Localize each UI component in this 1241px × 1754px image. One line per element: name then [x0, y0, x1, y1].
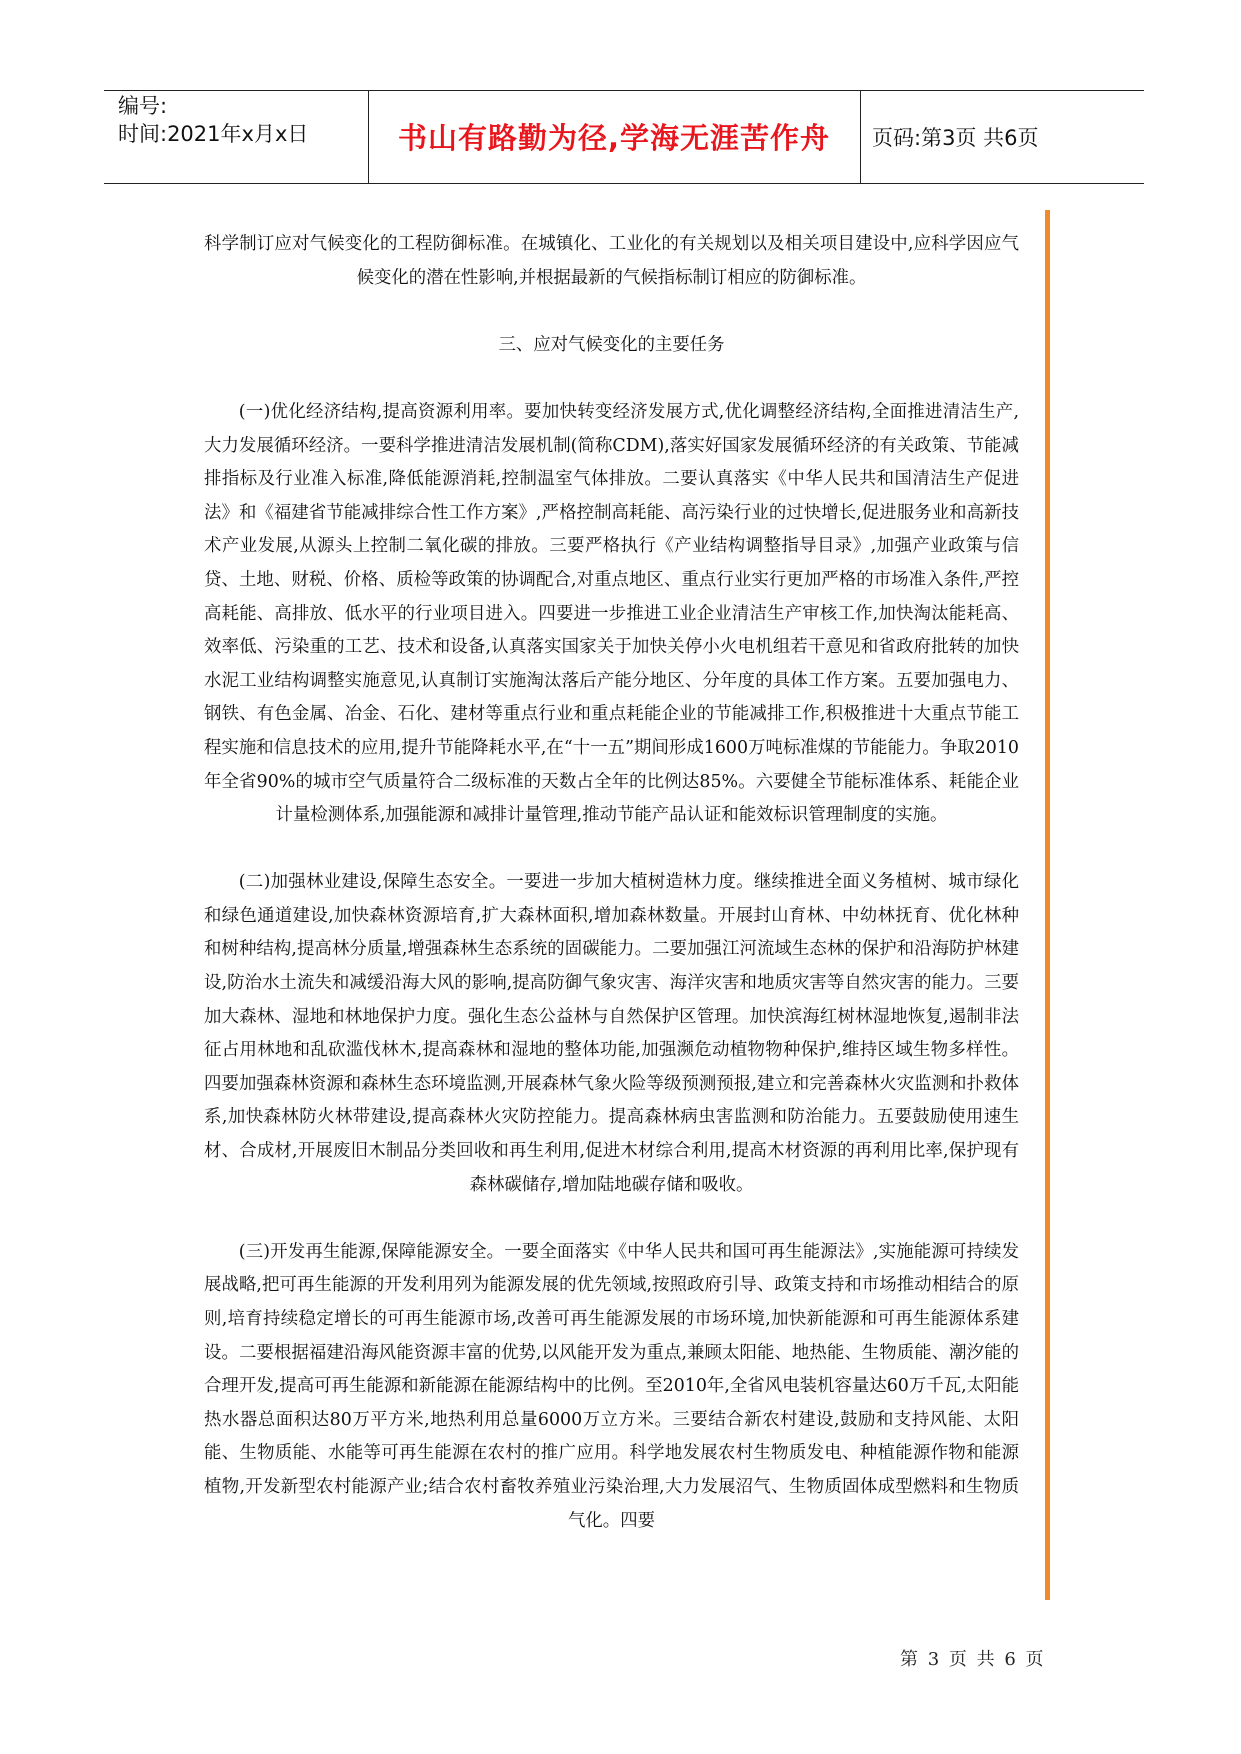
- header-meta: [118, 92, 363, 148]
- header-page-label: 页码:第3页 共6页: [872, 125, 1039, 150]
- section-title: 三、应对气候变化的主要任务: [498, 334, 725, 355]
- header-divider-right: [860, 90, 861, 183]
- header-bottom-rule: [104, 183, 1144, 184]
- paragraph-3: (三)开发再生能源,保障能源安全。一要全面落实《中华人民共和国可再生能源法》,实施能源可持续发展战略,把可再生能源的开发利用列为能源发展的优先领域,按照政府引导、政策支持和市场推动相结合的原则,培育持续稳定增长的可再生能源市场,改善可再生能源发展的市场环境,加快新能源和可再生能源体系建设。二要根据福建沿海风能资源丰富的优势,以风能开发为重点,兼顾太阳能、地热能、生物质能、潮汐能的合理开发,提高可再生能源和新能源在能源结构中的比例。至2010年,全省风电装机容量达60万千瓦,太阳能热水器总面积达80万平方米,地热利用总量6000万立方米。三要结合新农村建设,鼓励和支持风能、太阳能、生物质能、水能等可再生能源在农村的推广应用。科学地发展农村生物质发电、种植能源作物和能源植物,开发新型农村能源产业;结合农村畜牧养殖业污染治理,大力发展沼气、生物质固体成型燃料和生物质气化。四要: [204, 1241, 1019, 1531]
- spacer: [204, 833, 1019, 867]
- paragraph-1: (一)优化经济结构,提高资源利用率。要加快转变经济发展方式,优化调整经济结构,全面推进清洁生产,大力发展循环经济。一要科学推进清洁发展机制(简称CDM),落实好国家发展循环经济的有关政策、节能减排指标及行业准入标准,降低能源消耗,控制温室气体排放。二要认真落实《中华人民共和国清洁生产促进法》和《福建省节能减排综合性工作方案》,严格控制高耗能、高污染行业的过快增长,促进服务业和高新技术产业发展,从源头上控制二氧化碳的排放。三要严格执行《产业结构调整指导目录》,加强产业政策与信贷、土地、财税、价格、质检等政策的协调配合,对重点地区、重点行业实行更加严格的市场准入条件,严控高耗能、高排放、低水平的行业项目进入。四要进一步推进工业企业清洁生产审核工作,加快淘汰能耗高、效率低、污染重的工艺、技术和设备,认真落实国家关于加快关停小火电机组若干意见和省政府批转的加快水泥工业结构调整实施意见,认真制订实施淘汰落后产能分地区、分年度的具体工作方案。五要加强电力、钢铁、有色金属、冶金、石化、建材等重点行业和重点耗能企业的节能减排工作,积极推进十大重点节能工程实施和信息技术的应用,提升节能降耗水平,在“十一五”期间形成1600万吨标准煤的节能能力。争取2010年全省90%的城市空气质量符合二级标准的天数占全年的比例达85%。六要健全节能标准体系、耗能企业计量检测体系,加强能源和减排计量管理,推动节能产品认证和能效标识管理制度的实施。: [204, 401, 1019, 826]
- intro-paragraph: 科学制订应对气候变化的工程防御标准。在城镇化、工业化的有关规划以及相关项目建设中,应科学因应气候变化的潜在性影响,并根据最新的气候指标制订相应的防御标准。: [204, 234, 1019, 288]
- spacer: [204, 1202, 1019, 1236]
- paragraph-2: (二)加强林业建设,保障生态安全。一要进一步加大植树造林力度。继续推进全面义务植树、城市绿化和绿色通道建设,加快森林资源培育,扩大森林面积,增加森林数量。开展封山育林、中幼林抚育、优化林种和树种结构,提高林分质量,增强森林生态系统的固碳能力。二要加强江河流域生态林的保护和沿海防护林建设,防治水土流失和减缓沿海大风的影响,提高防御气象灾害、海洋灾害和地质灾害等自然灾害的能力。三要加大森林、湿地和林地保护力度。强化生态公益林与自然保护区管理。加快滨海红树林湿地恢复,遏制非法征占用林地和乱砍滥伐林木,提高森林和湿地的整体功能,加强濒危动植物物种保护,维持区域生物多样性。四要加强森林资源和森林生态环境监测,开展森林气象火险等级预测预报,建立和完善森林火灾监测和扑救体系,加快森林防火林带建设,提高森林火灾防控能力。提高森林病虫害监测和防治能力。五要鼓励使用速生材、合成材,开展废旧木制品分类回收和再生利用,促进木材综合利用,提高木材资源的再利用比率,保护现有森林碳储存,增加陆地碳存储和吸收。: [204, 872, 1019, 1195]
- document-body: [204, 228, 1019, 1538]
- time-label: 时间:2021年x月x日: [118, 122, 309, 146]
- serial-label: 编号:: [118, 94, 168, 118]
- accent-bar: [1045, 210, 1050, 1600]
- header-motto: 书山有路勤为径,学海无涯苦作舟: [397, 121, 831, 155]
- spacer: [204, 295, 1019, 329]
- spacer: [204, 362, 1019, 396]
- footer-page-number: 第 3 页 共 6 页: [900, 1649, 1044, 1670]
